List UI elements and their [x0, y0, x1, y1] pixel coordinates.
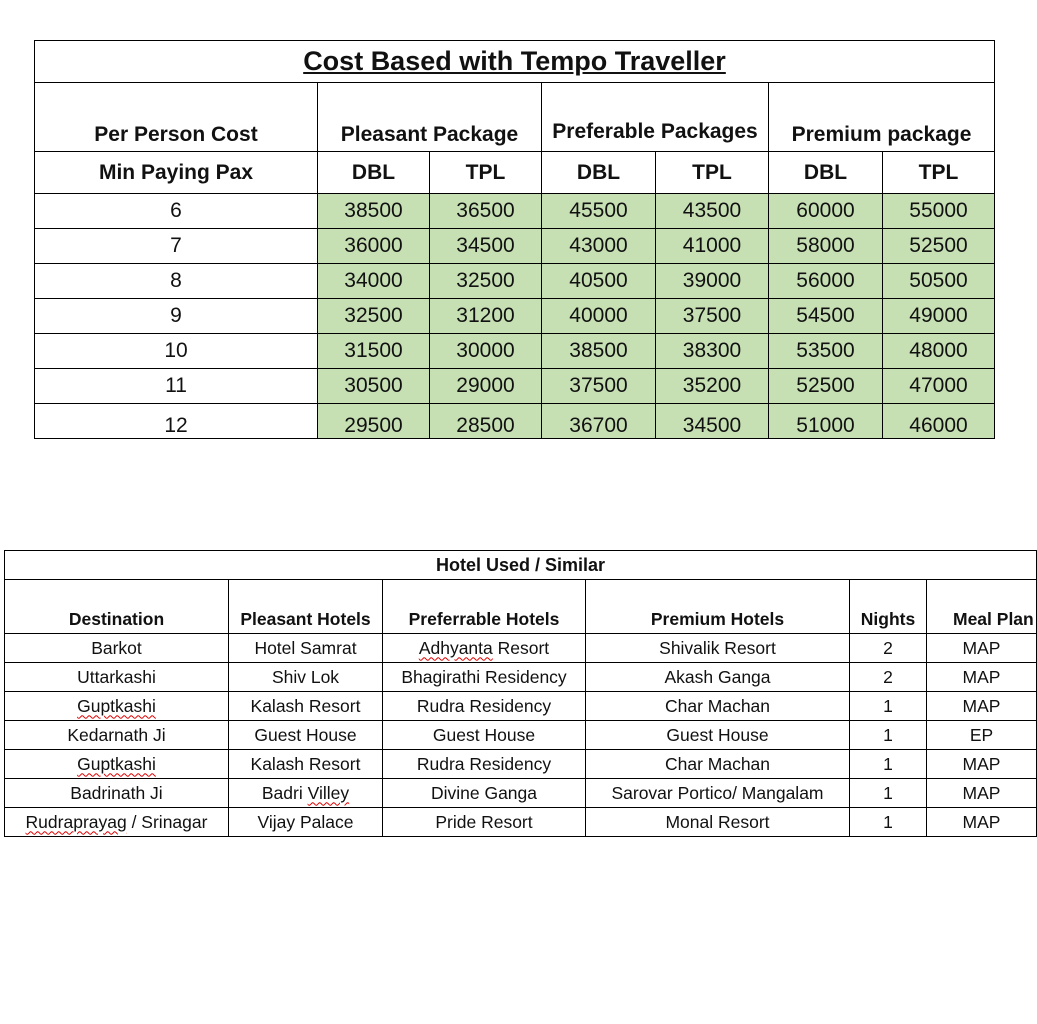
- price-cell: 37500: [542, 369, 656, 404]
- premium-hotel-cell: Char Machan: [586, 750, 850, 779]
- preferrable-hotel-cell: Bhagirathi Residency: [383, 663, 586, 692]
- price-cell: 50500: [883, 264, 995, 299]
- pax-cell: 7: [35, 229, 318, 264]
- price-cell: 34500: [656, 404, 769, 439]
- pleasant-dbl-header: DBL: [318, 152, 430, 194]
- price-cell: 39000: [656, 264, 769, 299]
- pax-cell: 11: [35, 369, 318, 404]
- premium-hotel-cell: Sarovar Portico/ Mangalam: [586, 779, 850, 808]
- price-cell: 58000: [769, 229, 883, 264]
- price-cell: 35200: [656, 369, 769, 404]
- meal-plan-cell: MAP: [927, 750, 1037, 779]
- destination-cell: Guptkashi: [5, 750, 229, 779]
- price-cell: 38300: [656, 334, 769, 369]
- pleasant-hotel-cell: Kalash Resort: [229, 692, 383, 721]
- premium-hotel-cell: Akash Ganga: [586, 663, 850, 692]
- nights-header: Nights: [850, 580, 927, 634]
- pax-cell: 6: [35, 194, 318, 229]
- per-person-cost-header: Per Person Cost: [35, 83, 318, 152]
- preferrable-hotel-cell: Pride Resort: [383, 808, 586, 837]
- price-cell: 36700: [542, 404, 656, 439]
- preferrable-hotels-header: Preferrable Hotels: [383, 580, 586, 634]
- hotel-table-body: [5, 634, 1037, 837]
- price-cell: 52500: [769, 369, 883, 404]
- premium-package-header: Premium package: [769, 83, 995, 152]
- pax-cell: 10: [35, 334, 318, 369]
- premium-dbl-header: DBL: [769, 152, 883, 194]
- price-cell: 34000: [318, 264, 430, 299]
- destination-cell: Barkot: [5, 634, 229, 663]
- pleasant-hotel-cell: Hotel Samrat: [229, 634, 383, 663]
- nights-cell: 1: [850, 808, 927, 837]
- preferrable-hotel-cell: Adhyanta Resort: [383, 634, 586, 663]
- price-cell: 29500: [318, 404, 430, 439]
- destination-cell: Kedarnath Ji: [5, 721, 229, 750]
- nights-cell: 1: [850, 779, 927, 808]
- meal-plan-cell: MAP: [927, 779, 1037, 808]
- preferable-tpl-header: TPL: [656, 152, 769, 194]
- price-cell: 51000: [769, 404, 883, 439]
- destination-cell: Guptkashi: [5, 692, 229, 721]
- pleasant-hotels-header: Pleasant Hotels: [229, 580, 383, 634]
- pax-cell: 9: [35, 299, 318, 334]
- hotel-title-row: [5, 551, 1037, 580]
- destination-cell: Rudraprayag / Srinagar: [5, 808, 229, 837]
- hotel-row: [5, 692, 1037, 721]
- cost-title-text: Cost Based with Tempo Traveller: [303, 46, 726, 76]
- pleasant-hotel-cell: Shiv Lok: [229, 663, 383, 692]
- price-cell: 36000: [318, 229, 430, 264]
- price-cell: 38500: [542, 334, 656, 369]
- pleasant-hotel-cell: Guest House: [229, 721, 383, 750]
- hotel-row: [5, 721, 1037, 750]
- destination-header: Destination: [5, 580, 229, 634]
- premium-hotel-cell: Shivalik Resort: [586, 634, 850, 663]
- meal-plan-cell: MAP: [927, 663, 1037, 692]
- preferrable-hotel-cell: Rudra Residency: [383, 692, 586, 721]
- price-cell: 32500: [430, 264, 542, 299]
- pleasant-hotel-cell: Vijay Palace: [229, 808, 383, 837]
- price-cell: 31500: [318, 334, 430, 369]
- price-cell: 30000: [430, 334, 542, 369]
- price-cell: 49000: [883, 299, 995, 334]
- meal-plan-cell: MAP: [927, 692, 1037, 721]
- price-cell: 32500: [318, 299, 430, 334]
- price-cell: 31200: [430, 299, 542, 334]
- hotel-table-title: Hotel Used / Similar: [5, 551, 1037, 580]
- nights-cell: 1: [850, 692, 927, 721]
- min-paying-pax-header: Min Paying Pax: [35, 152, 318, 194]
- preferable-packages-header: Preferable Packages: [542, 83, 769, 152]
- price-cell: 38500: [318, 194, 430, 229]
- hotel-row: [5, 808, 1037, 837]
- price-cell: 36500: [430, 194, 542, 229]
- price-cell: 28500: [430, 404, 542, 439]
- price-cell: 45500: [542, 194, 656, 229]
- price-cell: 56000: [769, 264, 883, 299]
- price-cell: 53500: [769, 334, 883, 369]
- preferrable-hotel-cell: Rudra Residency: [383, 750, 586, 779]
- nights-cell: 1: [850, 750, 927, 779]
- premium-tpl-header: TPL: [883, 152, 995, 194]
- nights-cell: 2: [850, 634, 927, 663]
- meal-plan-cell: MAP: [927, 634, 1037, 663]
- destination-cell: Badrinath Ji: [5, 779, 229, 808]
- destination-cell: Uttarkashi: [5, 663, 229, 692]
- price-cell: 47000: [883, 369, 995, 404]
- premium-hotel-cell: Char Machan: [586, 692, 850, 721]
- hotel-row: [5, 634, 1037, 663]
- meal-plan-cell: MAP: [927, 808, 1037, 837]
- price-cell: 48000: [883, 334, 995, 369]
- hotel-row: [5, 663, 1037, 692]
- price-cell: 60000: [769, 194, 883, 229]
- meal-plan-cell: EP: [927, 721, 1037, 750]
- price-cell: 34500: [430, 229, 542, 264]
- price-cell: 52500: [883, 229, 995, 264]
- pleasant-hotel-cell: Kalash Resort: [229, 750, 383, 779]
- hotel-row: [5, 779, 1037, 808]
- price-cell: 37500: [656, 299, 769, 334]
- pleasant-tpl-header: TPL: [430, 152, 542, 194]
- price-cell: 55000: [883, 194, 995, 229]
- nights-cell: 2: [850, 663, 927, 692]
- preferrable-hotel-cell: Guest House: [383, 721, 586, 750]
- price-cell: 30500: [318, 369, 430, 404]
- pleasant-package-header: Pleasant Package: [318, 83, 542, 152]
- pax-cell: 8: [35, 264, 318, 299]
- premium-hotel-cell: Monal Resort: [586, 808, 850, 837]
- price-cell: 46000: [883, 404, 995, 439]
- pax-cell: 12: [35, 404, 318, 439]
- price-cell: 41000: [656, 229, 769, 264]
- meal-plan-header: Meal Plan: [927, 580, 1037, 634]
- hotel-header-row: [5, 580, 1037, 634]
- hotel-row: [5, 750, 1037, 779]
- price-cell: 43000: [542, 229, 656, 264]
- nights-cell: 1: [850, 721, 927, 750]
- hotel-table: [4, 550, 1037, 837]
- pleasant-hotel-cell: Badri Villey: [229, 779, 383, 808]
- premium-hotels-header: Premium Hotels: [586, 580, 850, 634]
- premium-hotel-cell: Guest House: [586, 721, 850, 750]
- price-cell: 43500: [656, 194, 769, 229]
- price-cell: 54500: [769, 299, 883, 334]
- price-cell: 40000: [542, 299, 656, 334]
- preferrable-hotel-cell: Divine Ganga: [383, 779, 586, 808]
- price-cell: 40500: [542, 264, 656, 299]
- price-cell: 29000: [430, 369, 542, 404]
- preferable-dbl-header: DBL: [542, 152, 656, 194]
